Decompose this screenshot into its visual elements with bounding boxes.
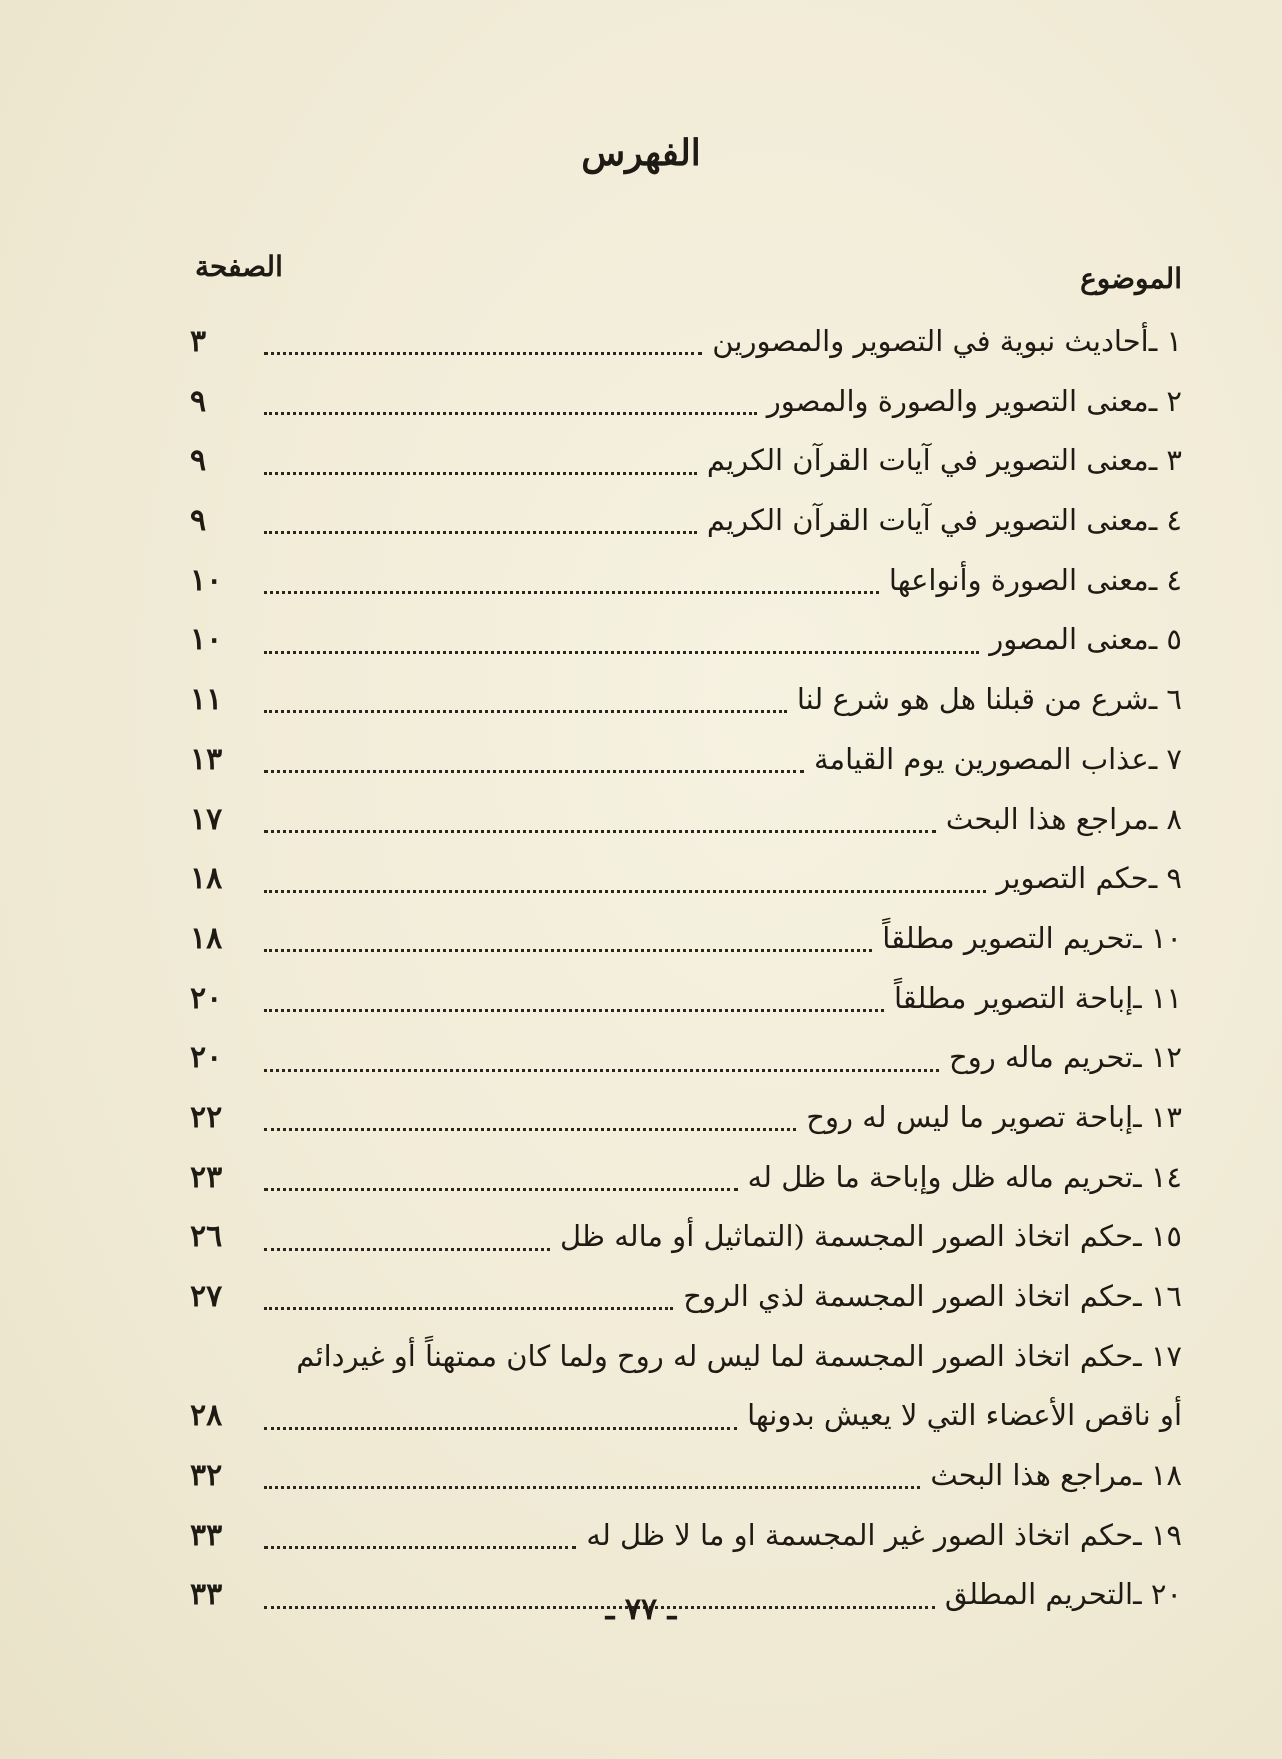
toc-entry-title: أحاديث نبوية في التصوير والمصورين	[712, 324, 1149, 358]
toc-entry-title: مراجع هذا البحث	[945, 801, 1149, 836]
toc-entry-page: ١٨	[190, 861, 223, 897]
toc-entry-title: حكم التصوير	[996, 861, 1149, 896]
toc-entry-title: تحريم التصوير مطلقاً	[882, 920, 1134, 955]
toc-entry-title: معنى المصور	[989, 622, 1149, 657]
toc-entry-page: ١٣	[190, 741, 223, 777]
dot-leader	[264, 591, 879, 594]
toc-entry-number: ١٢ ـ	[1133, 1040, 1182, 1075]
toc-entry-page: ٢٠	[190, 1040, 223, 1076]
toc-entry	[190, 312, 1182, 372]
toc-entry	[190, 670, 1182, 730]
toc-entry-page: ٩	[190, 443, 207, 479]
toc-entry	[190, 610, 1182, 670]
toc-entry	[190, 1207, 1182, 1267]
toc-entry-page: ٣٣	[190, 1517, 223, 1553]
toc-entry	[190, 1148, 1182, 1208]
toc-entry-title: تحريم ماله ظل وإباحة ما ظل له	[747, 1159, 1134, 1194]
toc-entry	[190, 1327, 1182, 1387]
toc-entry-number: ٥ ـ	[1148, 622, 1182, 657]
toc-entry	[190, 909, 1182, 969]
toc-entry-title: حكم اتخاذ الصور المجسمة لما ليس له روح ولما كان ممتهناً أو غيردائم	[296, 1338, 1134, 1373]
toc-entry-title: التحريم المطلق	[944, 1577, 1134, 1612]
toc-entry-title: حكم اتخاذ الصور غير المجسمة او ما لا ظل له	[586, 1517, 1134, 1552]
toc-entry-title: معنى التصوير في آيات القرآن الكريم	[706, 443, 1149, 478]
toc-entry	[190, 849, 1182, 909]
toc-entry	[190, 1028, 1182, 1088]
toc-entry-page: ٩	[190, 383, 207, 419]
toc-entry-page: ٣٢	[190, 1458, 223, 1494]
toc-entry	[190, 790, 1182, 850]
toc-entry-title: إباحة التصوير مطلقاً	[893, 980, 1134, 1015]
toc-entry-title: حكم اتخاذ الصور المجسمة (التماثيل أو ماله ظل	[559, 1219, 1134, 1254]
dot-leader	[264, 352, 702, 355]
toc-entry-title: معنى التصوير في آيات القرآن الكريم	[706, 503, 1149, 538]
toc-entry	[190, 1506, 1182, 1566]
toc-entry-page: ٢٦	[190, 1219, 223, 1255]
toc-entry	[190, 1267, 1182, 1327]
page-column-header: الصفحة	[195, 250, 283, 283]
toc-entry-title: أو ناقص الأعضاء التي لا يعيش بدونها	[747, 1398, 1182, 1433]
toc-entry-page: ٩	[190, 503, 207, 539]
dot-leader	[264, 1248, 550, 1251]
toc-entry	[190, 372, 1182, 432]
toc-entry	[190, 1386, 1182, 1446]
toc-entry-number: ٤ ـ	[1148, 503, 1182, 538]
toc-entry-page: ١٠	[190, 622, 223, 658]
dot-leader	[264, 1069, 939, 1072]
toc-entry	[190, 431, 1182, 491]
toc-entry-number: ٦ ـ	[1148, 682, 1182, 717]
dot-leader	[264, 531, 697, 534]
dot-leader	[264, 1128, 796, 1131]
dot-leader	[264, 651, 979, 654]
dot-leader	[264, 949, 872, 952]
toc-entry-page: ٣	[190, 324, 207, 359]
dot-leader	[264, 412, 757, 415]
toc-entry-title: عذاب المصورين يوم القيامة	[813, 741, 1149, 776]
toc-entry	[190, 551, 1182, 611]
toc-entry	[190, 491, 1182, 551]
toc-entry-number: ٣ ـ	[1148, 443, 1182, 478]
toc-entry-title: شرع من قبلنا هل هو شرع لنا	[796, 682, 1149, 717]
toc-entry-number: ١٠ ـ	[1133, 920, 1182, 955]
dot-leader	[264, 890, 986, 893]
toc-entry-number: ٤ ـ	[1148, 562, 1182, 597]
toc-entry	[190, 969, 1182, 1029]
dot-leader	[264, 1188, 738, 1191]
toc-entry	[190, 1446, 1182, 1506]
toc-entry-title: معنى الصورة وأنواعها	[888, 562, 1149, 597]
toc-entry	[190, 730, 1182, 790]
toc-entry-title: حكم اتخاذ الصور المجسمة لذي الروح	[683, 1279, 1134, 1313]
toc-entry-number: ١ ـ	[1148, 324, 1182, 358]
dot-leader	[264, 770, 804, 773]
dot-leader	[264, 830, 936, 833]
toc-entry-number: ٢٠ ـ	[1133, 1577, 1182, 1612]
dot-leader	[264, 1546, 576, 1549]
toc-entry-number: ١١ ـ	[1133, 980, 1182, 1015]
table-of-contents	[190, 312, 1182, 1625]
toc-entry-page: ٢٣	[190, 1159, 223, 1195]
toc-entry-number: ٨ ـ	[1148, 801, 1182, 836]
toc-entry-page: ٢٨	[190, 1398, 223, 1434]
toc-entry-number: ٩ ـ	[1148, 861, 1182, 896]
dot-leader	[264, 1009, 884, 1012]
toc-entry-number: ٧ ـ	[1148, 741, 1182, 776]
toc-entry-title: إباحة تصوير ما ليس له روح	[806, 1099, 1134, 1134]
toc-entry-page: ١١	[190, 682, 223, 718]
topic-column-header: الموضوع	[1080, 262, 1182, 295]
toc-entry-page: ٢٠	[190, 980, 223, 1016]
toc-entry-number: ١٥ ـ	[1133, 1219, 1182, 1254]
toc-entry-number: ١٣ ـ	[1133, 1099, 1182, 1134]
toc-entry-page: ١٠	[190, 562, 223, 598]
toc-entry-number: ١٦ ـ	[1133, 1279, 1182, 1313]
toc-entry-number: ٢ ـ	[1148, 383, 1182, 418]
dot-leader	[264, 710, 787, 713]
toc-entry-number: ١٩ ـ	[1133, 1517, 1182, 1552]
toc-entry-page: ٢٢	[190, 1099, 223, 1135]
page-title: الفهرس	[581, 132, 701, 174]
toc-entry-page: ١٨	[190, 920, 223, 956]
toc-entry-page: ٢٧	[190, 1279, 223, 1314]
toc-entry-title: مراجع هذا البحث	[930, 1458, 1134, 1493]
dot-leader	[264, 472, 697, 475]
dot-leader	[264, 1486, 920, 1489]
toc-entry-title: معنى التصوير والصورة والمصور	[766, 383, 1149, 418]
toc-entry-title: تحريم ماله روح	[949, 1040, 1134, 1075]
toc-entry	[190, 1088, 1182, 1148]
toc-entry-number: ١٨ ـ	[1133, 1458, 1182, 1493]
dot-leader	[264, 1307, 673, 1310]
toc-entry-page: ٣٣	[190, 1577, 223, 1613]
toc-entry-page: ١٧	[190, 801, 223, 837]
toc-entry-number: ١٤ ـ	[1133, 1159, 1182, 1194]
toc-entry-number: ١٧ ـ	[1133, 1338, 1182, 1373]
page-number: ـ ٧٧ ـ	[605, 1592, 677, 1627]
dot-leader	[264, 1427, 737, 1430]
